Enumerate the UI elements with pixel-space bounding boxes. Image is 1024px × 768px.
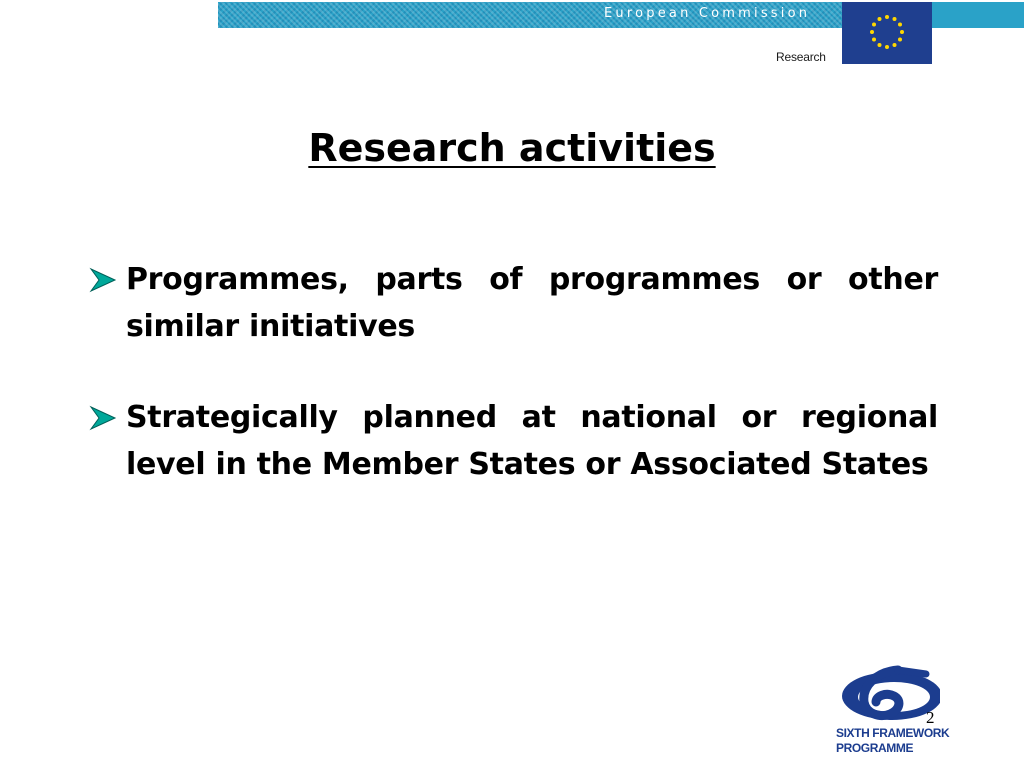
bullet-item — [88, 394, 938, 488]
slide-title — [0, 126, 1024, 170]
slide-title-text: Research activities — [308, 126, 716, 170]
eu-flag-icon — [842, 2, 932, 64]
header-banner-right — [932, 2, 1024, 28]
programme-logo-text — [836, 726, 966, 756]
bullet-text: Programmes, parts of programmes or other similar initiatives — [126, 262, 938, 344]
eu-stars-icon — [842, 2, 932, 64]
sixth-framework-logo-icon — [836, 664, 940, 724]
arrow-bullet-icon — [88, 403, 120, 433]
arrow-bullet-icon — [88, 265, 120, 295]
bullet-item — [88, 256, 938, 350]
organisation-name: European Commission — [604, 6, 811, 21]
bullet-text: Strategically planned at national or regional level in the Member States or Associated States — [126, 400, 938, 482]
page-number: 2 — [926, 708, 935, 727]
programme-logo-line1: SIXTH FRAMEWORK — [836, 726, 950, 740]
directorate-label: Research — [776, 50, 826, 64]
programme-logo-line2: PROGRAMME — [836, 741, 914, 755]
